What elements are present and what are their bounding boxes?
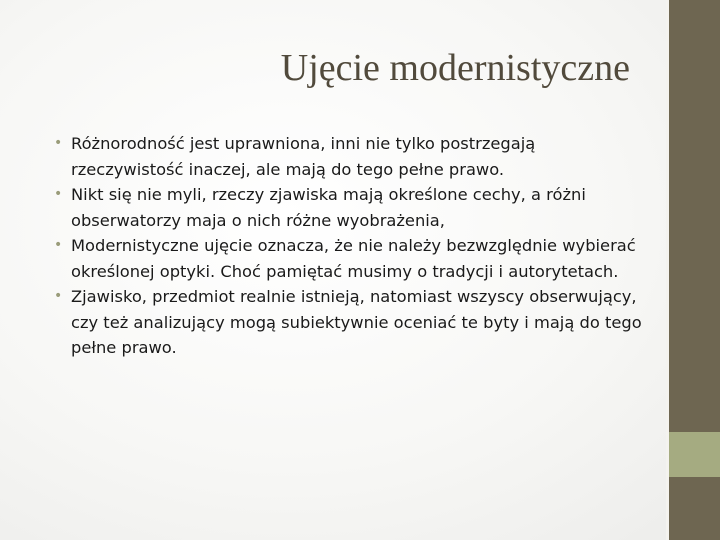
bullet-item <box>52 131 652 182</box>
slide-title: Ujęcie modernistyczne <box>280 47 630 89</box>
bullet-item <box>52 284 652 361</box>
bullet-text: Zjawisko, przedmiot realnie istnieją, natomiast wszyscy obserwujący, czy też analizujący mogą subiektywnie oceniać te byty i mają do tego pełne prawo. <box>71 287 642 357</box>
bullet-item <box>52 182 652 233</box>
bullet-list <box>52 131 652 361</box>
bullet-item <box>52 233 652 284</box>
side-decoration-strip <box>666 0 720 540</box>
bullet-text: Nikt się nie myli, rzeczy zjawiska mają określone cechy, a różni obserwatorzy maja o nich różne wyobrażenia, <box>71 185 586 230</box>
bullet-dot-icon: • <box>54 288 63 304</box>
bullet-dot-icon: • <box>54 237 63 253</box>
side-accent-block <box>669 432 720 477</box>
bullet-text: Różnorodność jest uprawniona, inni nie tylko postrzegają rzeczywistość inaczej, ale mają do tego pełne prawo. <box>71 134 536 179</box>
bullet-dot-icon: • <box>54 135 63 151</box>
bullet-dot-icon: • <box>54 186 63 202</box>
bullet-text: Modernistyczne ujęcie oznacza, że nie należy bezwzględnie wybierać określonej optyki. Choć pamiętać musimy o tradycji i autorytetach. <box>71 236 636 281</box>
